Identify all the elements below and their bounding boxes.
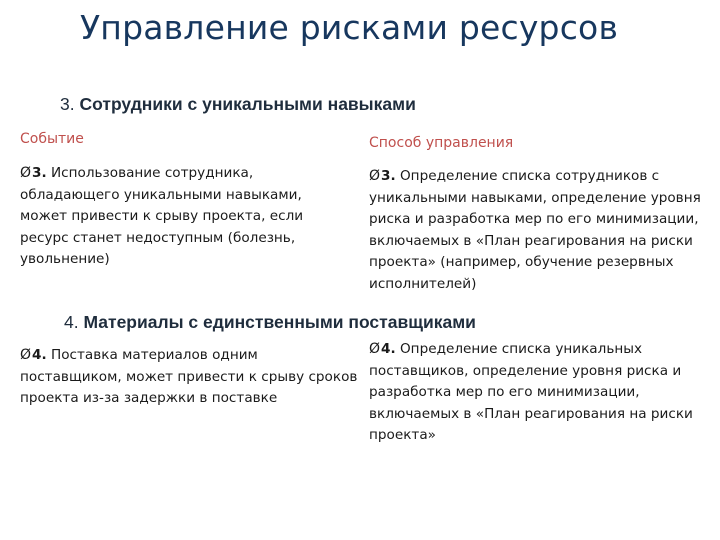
section-3-title: Сотрудники с уникальными навыками: [79, 94, 416, 114]
slide-title: Управление рисками ресурсов: [80, 8, 619, 47]
section-4-event-item: [20, 345, 360, 410]
item-text: Определение списка сотрудников с уникальными навыками, определение уровня риска и разработка мер по его минимизации, включаемых в «План реагирования на риски проекта» (например, обучение резервных исполнителей): [369, 168, 701, 292]
arrow-bullet-icon: Ø: [369, 168, 381, 184]
item-text: Поставка материалов одним поставщиком, может привести к срыву сроков проекта из-за задержки в поставке: [20, 347, 358, 406]
item-text: Определение списка уникальных поставщиков, определение уровня риска и разработка мер по его минимизации, включаемых в «План реагирования на риски проекта»: [369, 341, 693, 443]
section-3-heading: [60, 94, 416, 115]
method-column-header: Способ управления: [369, 135, 514, 151]
section-4-number: 4.: [64, 312, 79, 332]
arrow-bullet-icon: Ø: [20, 165, 32, 181]
section-3-number: 3.: [60, 94, 75, 114]
section-3-event-item: [20, 163, 340, 271]
arrow-bullet-icon: Ø: [20, 347, 32, 363]
item-number: 4.: [381, 341, 396, 357]
section-4-method-item: [369, 339, 714, 447]
item-text: Использование сотрудника, обладающего уникальными навыками, может привести к срыву проекта, если ресурс станет недоступным (болезнь, увольнение): [20, 165, 304, 267]
section-3-method-item: [369, 166, 714, 295]
section-4-title: Материалы с единственными поставщиками: [83, 312, 476, 332]
item-number: 4.: [32, 347, 47, 363]
item-number: 3.: [32, 165, 47, 181]
event-column-header: Событие: [20, 131, 84, 147]
section-4-heading: [64, 312, 476, 333]
item-number: 3.: [381, 168, 396, 184]
arrow-bullet-icon: Ø: [369, 341, 381, 357]
